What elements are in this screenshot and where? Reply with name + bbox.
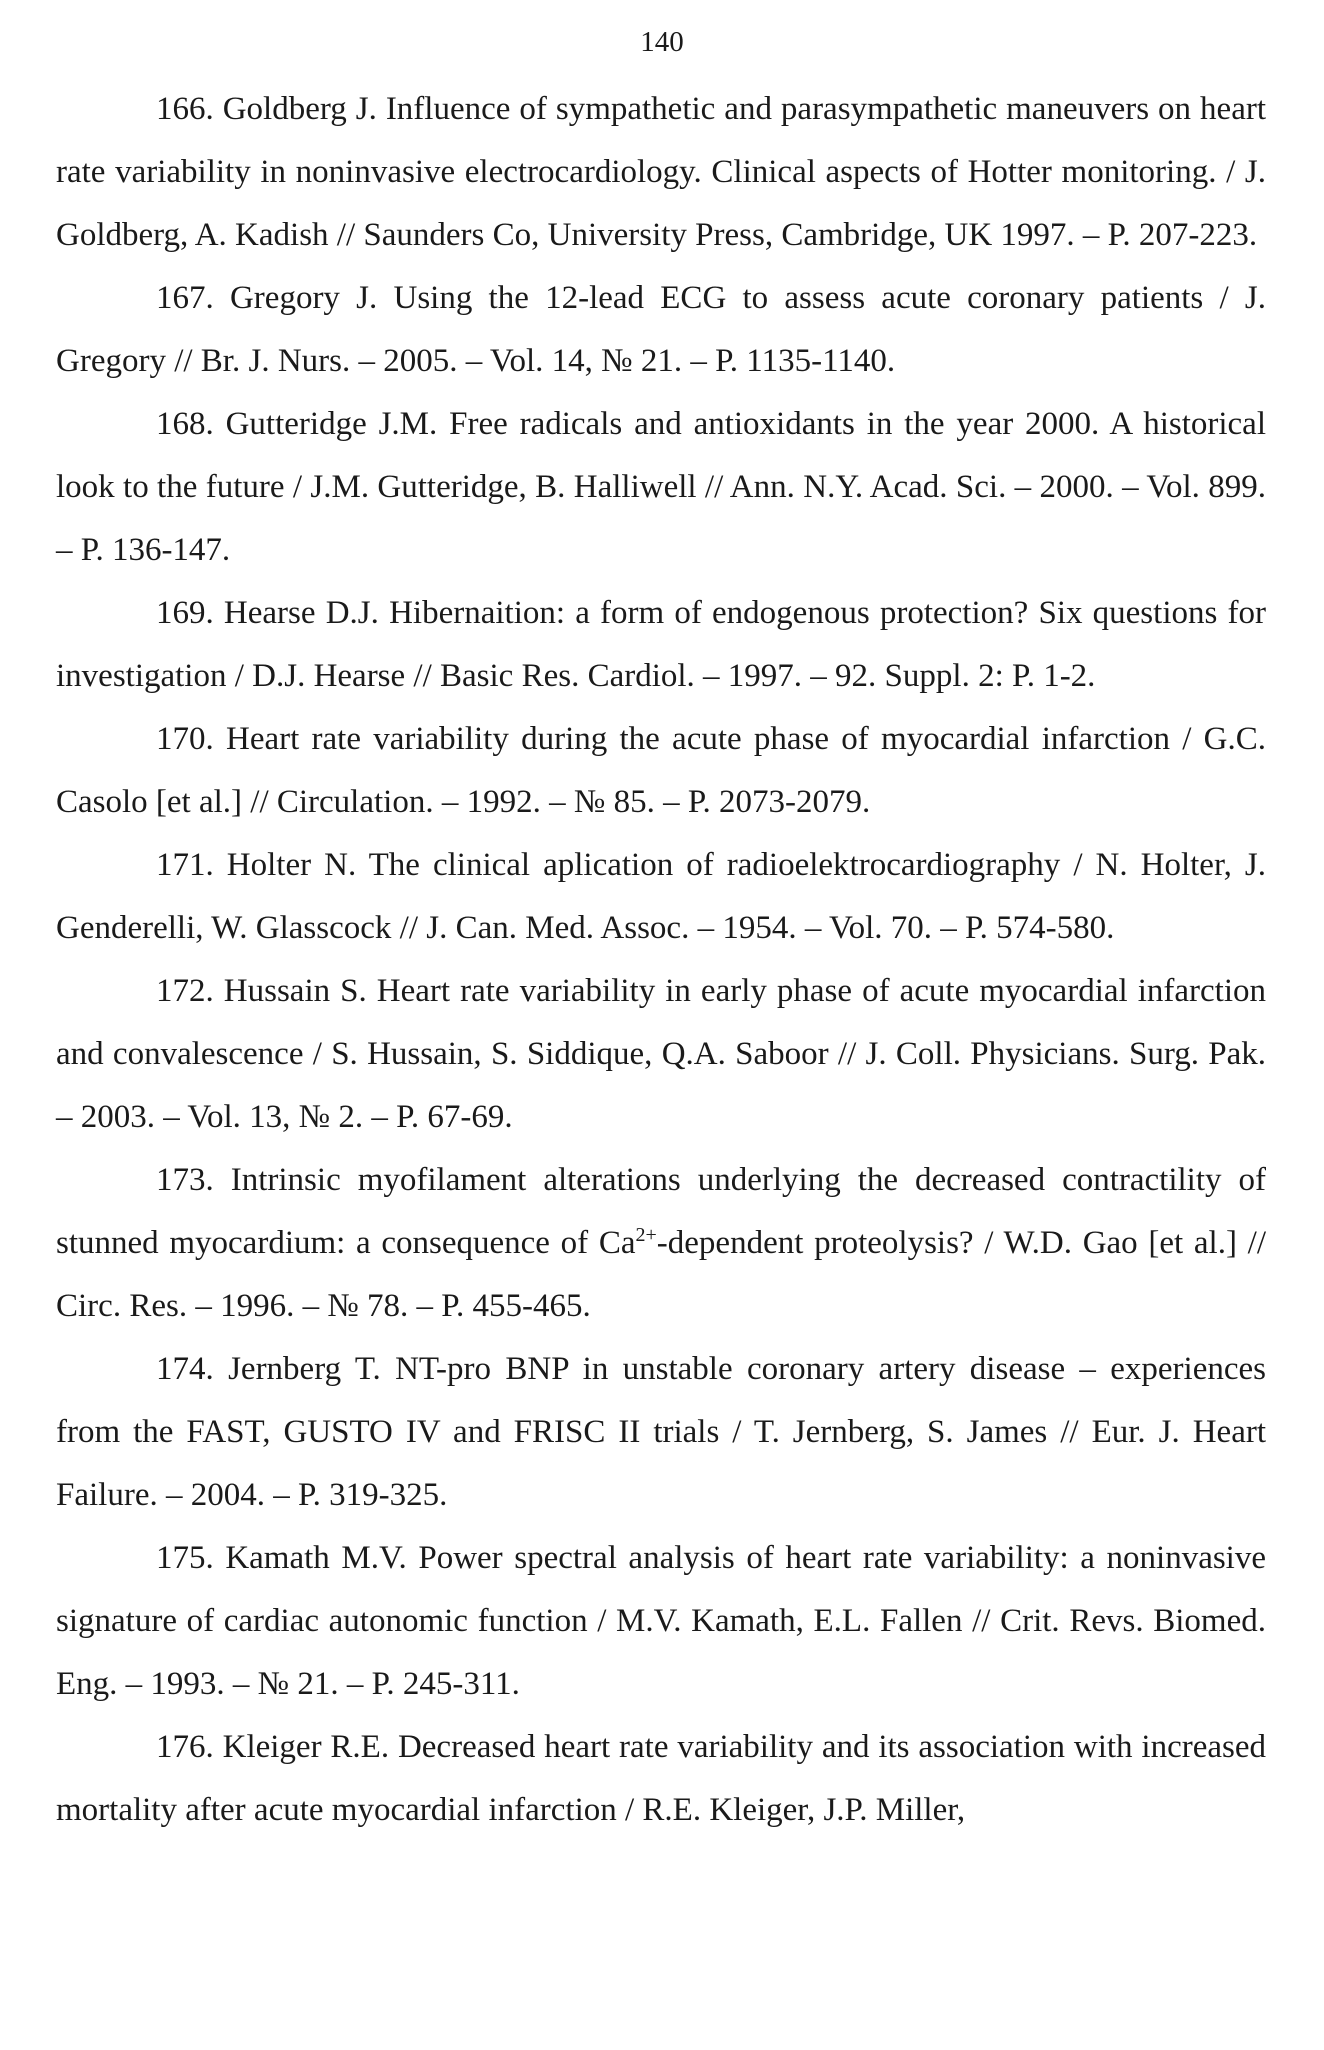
reference-173-text-after: -dependent proteolysis? / W.D. Gao [et al.] // Circ. Res. – 1996. – № 78. – P. 455-465.	[56, 1225, 1266, 1324]
reference-168: 168. Gutteridge J.M. Free radicals and antioxidants in the year 2000. A historical look to the future / J.M. Gutteridge, B. Halliwell // Ann. N.Y. Acad. Sci. – 2000. – Vol. 899. – P. 136-147.	[56, 406, 1266, 568]
reference-list	[56, 78, 1266, 1842]
reference-171: 171. Holter N. The clinical aplication of radioelektrocardiography / N. Holter, J. Genderelli, W. Glasscock // J. Can. Med. Assoc. – 1954. – Vol. 70. – P. 574-580.	[56, 847, 1266, 946]
reference-167: 167. Gregory J. Using the 12-lead ECG to assess acute coronary patients / J. Gregory // Br. J. Nurs. – 2005. – Vol. 14, № 21. – P. 1135-1140.	[56, 280, 1266, 379]
reference-176: 176. Kleiger R.E. Decreased heart rate variability and its association with increased mortality after acute myocardial infarction / R.E. Kleiger, J.P. Miller,	[56, 1729, 1266, 1828]
reference-172: 172. Hussain S. Heart rate variability in early phase of acute myocardial infarction and convalescence / S. Hussain, S. Siddique, Q.A. Saboor // J. Coll. Physicians. Surg. Pak. – 2003. – Vol. 13, № 2. – P. 67-69.	[56, 973, 1266, 1135]
reference-175: 175. Kamath M.V. Power spectral analysis of heart rate variability: a noninvasive signature of cardiac autonomic function / M.V. Kamath, E.L. Fallen // Crit. Revs. Biomed. Eng. – 1993. – № 21. – P. 245-311.	[56, 1540, 1266, 1702]
reference-173-superscript: 2+	[635, 1224, 657, 1246]
page-number: 140	[640, 26, 684, 58]
reference-173	[56, 1149, 1266, 1338]
reference-174: 174. Jernberg T. NT-pro BNP in unstable coronary artery disease – experiences from the FAST, GUSTO IV and FRISC II trials / T. Jernberg, S. James // Eur. J. Heart Failure. – 2004. – P. 319-325.	[56, 1351, 1266, 1513]
reference-169: 169. Hearse D.J. Hibernaition: a form of endogenous protection? Six questions for investigation / D.J. Hearse // Basic Res. Cardiol. – 1997. – 92. Suppl. 2: P. 1-2.	[56, 595, 1266, 694]
reference-170: 170. Heart rate variability during the acute phase of myocardial infarction / G.C. Casolo [et al.] // Circulation. – 1992. – № 85. – P. 2073-2079.	[56, 721, 1266, 820]
reference-166: 166. Goldberg J. Influence of sympathetic and parasympathetic maneuvers on heart rate variability in noninvasive electrocardiology. Clinical aspects of Hotter monitoring. / J. Goldberg, A. Kadish // Saunders Co, University Press, Cambridge, UK 1997. – P. 207-223.	[56, 91, 1266, 253]
reference-173-text-before: 173. Intrinsic myofilament alterations underlying the decreased contractility of stunned myocardium: a consequence of Ca	[56, 1162, 1266, 1261]
